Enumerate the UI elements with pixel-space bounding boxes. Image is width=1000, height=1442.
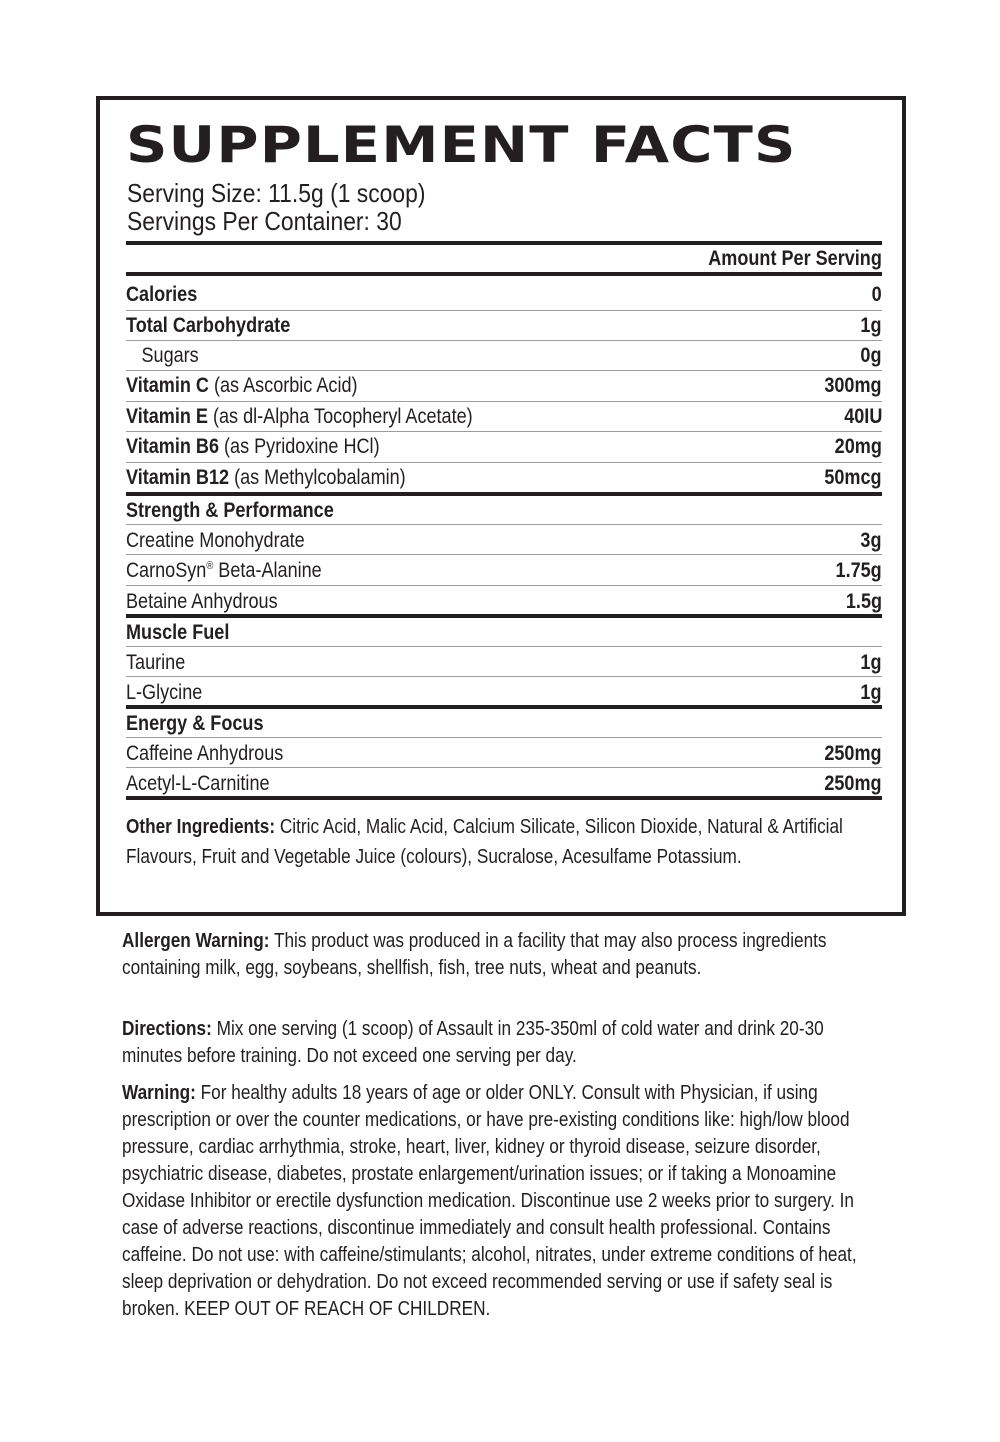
row-acetyl-l-carnitine: Acetyl-L-Carnitine 250mg — [126, 772, 882, 795]
directions — [122, 1016, 902, 1070]
other-ingredients-heading: Other Ingredients: — [126, 816, 276, 838]
amount-per-serving-header: Amount Per Serving — [708, 247, 882, 270]
row-l-glycine: L-Glycine 1g — [126, 681, 882, 704]
row-total-carbohydrate: Total Carbohydrate 1g — [126, 314, 882, 337]
divider — [126, 554, 882, 555]
section-muscle-fuel: Muscle Fuel — [126, 621, 230, 644]
divider — [126, 737, 882, 738]
row-betaine-anhydrous: Betaine Anhydrous 1.5g — [126, 590, 882, 613]
directions-heading: Directions: — [122, 1018, 212, 1040]
divider — [126, 524, 882, 525]
row-vitamin-b12: Vitamin B12 (as Methylcobalamin) 50mcg — [126, 466, 882, 489]
divider — [126, 676, 882, 677]
warning-heading: Warning: — [122, 1082, 196, 1104]
row-vitamin-c: Vitamin C (as Ascorbic Acid) 300mg — [126, 374, 882, 397]
divider — [126, 767, 882, 768]
registered-trademark: ® — [206, 560, 214, 572]
divider — [126, 796, 882, 800]
section-strength-performance: Strength & Performance — [126, 499, 334, 522]
directions-text: Mix one serving (1 scoop) of Assault in 235-350ml of cold water and drink 20-30 minutes before training. Do not exceed one serving per day. — [122, 1018, 824, 1067]
row-sugars: Sugars 0g — [141, 344, 882, 367]
row-calories: Calories 0 — [126, 283, 882, 306]
warning-text: For healthy adults 18 years of age or older ONLY. Consult with Physician, if using prescription or over the counter medications, or have pre-existing conditions like: high/low blood pressure, cardiac arrhythmia, stroke, heart, liver, kidney or thyroid disease, seizure disorder, psychiatric disease, diabetes, prostate enlargement/urination issues; or if taking a Monoamine Oxidase Inhibitor or erectile dysfunction medication. Discontinue use 2 weeks prior to surgery. In case of adverse reactions, discontinue immediately and consult health professional. Contains caffeine. Do not use: with caffeine/stimulants; alcohol, nitrates, under extreme conditions of heat, sleep deprivation or dehydration. Do not exceed recommended serving or use if safety seal is broken. KEEP OUT OF REACH OF CHILDREN. — [122, 1082, 857, 1320]
allergen-warning — [122, 928, 902, 982]
servings-per-container: Servings Per Container: 30 — [127, 206, 402, 236]
other-ingredients-text: Citric Acid, Malic Acid, Calcium Silicate, Silicon Dioxide, Natural & Artificial Flavours, Fruit and Vegetable Juice (colours), Sucralose, Acesulfame Potassium. — [126, 816, 843, 868]
divider — [126, 272, 882, 276]
row-carnosyn-beta-alanine: CarnoSyn® Beta-Alanine 1.75g — [126, 559, 882, 582]
row-creatine-monohydrate: Creatine Monohydrate 3g — [126, 529, 882, 552]
warning — [122, 1080, 902, 1323]
divider — [126, 585, 882, 586]
row-vitamin-b6: Vitamin B6 (as Pyridoxine HCl) 20mg — [126, 435, 882, 458]
panel-title: SUPPLEMENT FACTS — [126, 116, 797, 174]
serving-size: Serving Size: 11.5g (1 scoop) — [127, 178, 426, 208]
allergen-warning-text: This product was produced in a facility that may also process ingredients containing milk, egg, soybeans, shellfish, fish, tree nuts, wheat and peanuts. — [122, 930, 827, 979]
row-vitamin-e: Vitamin E (as dl-Alpha Tocopheryl Acetate) 40IU — [126, 405, 882, 428]
section-energy-focus: Energy & Focus — [126, 712, 264, 735]
allergen-warning-heading: Allergen Warning: — [122, 930, 270, 952]
other-ingredients — [126, 812, 906, 872]
supplement-facts-panel — [96, 96, 906, 916]
row-caffeine-anhydrous: Caffeine Anhydrous 250mg — [126, 742, 882, 765]
row-taurine: Taurine 1g — [126, 651, 882, 674]
divider — [126, 646, 882, 647]
